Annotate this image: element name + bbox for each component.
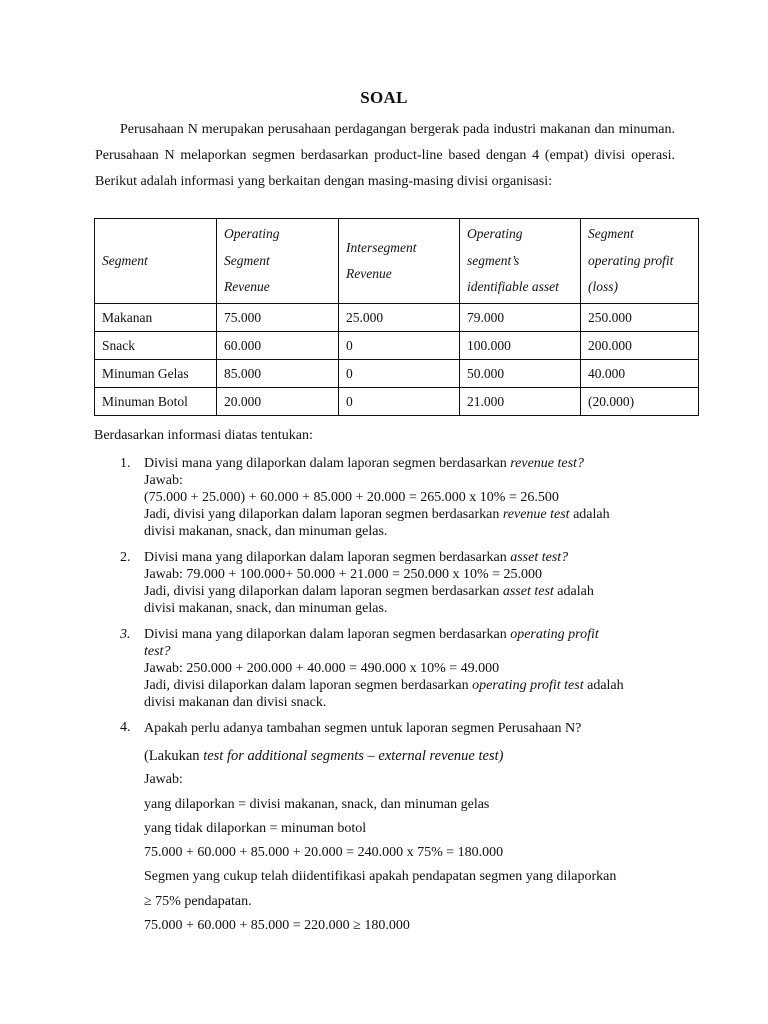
instruction-lead: Berdasarkan informasi diatas tentukan: <box>94 428 313 443</box>
answer-conclusion: Jadi, divisi yang dilaporkan dalam laporan segmen berdasarkan revenue test adalah <box>144 507 610 522</box>
answer-conclusion: Jadi, divisi dilaporkan dalam laporan segmen berdasarkan operating profit test adalah <box>144 678 624 693</box>
cell-assets: 21.000 <box>460 388 581 416</box>
question-1 <box>94 455 694 540</box>
question-hint: (Lakukan test for additional segments – external revenue test) <box>144 748 504 764</box>
cell-intersegment: 0 <box>339 332 460 360</box>
answer-result: 75.000 + 60.000 + 85.000 = 220.000 ≥ 180.000 <box>144 918 410 934</box>
question-text-cont: test? <box>144 644 171 659</box>
question-text: Divisi mana yang dilaporkan dalam laporan segmen berdasarkan asset test? <box>144 550 569 565</box>
table-row <box>95 332 699 360</box>
question-text: Divisi mana yang dilaporkan dalam laporan segmen berdasarkan operating profit <box>144 627 599 642</box>
question-number: 3. <box>120 627 131 642</box>
page-title: SOAL <box>360 88 408 107</box>
table-row <box>95 360 699 388</box>
header-intersegment-revenue: Intersegment Revenue <box>339 219 460 304</box>
question-text: Divisi mana yang dilaporkan dalam laporan segmen berdasarkan revenue test? <box>144 456 584 471</box>
header-segment: Segment <box>95 219 217 304</box>
answer-not-reported: yang tidak dilaporkan = minuman botol <box>144 820 367 836</box>
header-operating-profit: Segment operating profit (loss) <box>581 219 699 304</box>
question-number: 4. <box>120 720 131 735</box>
cell-segment: Minuman Botol <box>95 388 217 416</box>
cell-assets: 50.000 <box>460 360 581 388</box>
answer-reported: yang dilaporkan = divisi makanan, snack, dan minuman gelas <box>144 796 490 812</box>
answer-calculation: (75.000 + 25.000) + 60.000 + 85.000 + 20.000 = 265.000 x 10% = 26.500 <box>144 490 559 505</box>
cell-intersegment: 0 <box>339 360 460 388</box>
answer-conclusion-cont: divisi makanan, snack, dan minuman gelas. <box>144 601 388 616</box>
cell-segment: Snack <box>95 332 217 360</box>
table-header-row <box>95 219 699 304</box>
answer-calculation: Jawab: 79.000 + 100.000+ 50.000 + 21.000 = 250.000 x 10% = 25.000 <box>144 567 543 582</box>
answer-conclusion-cont: divisi makanan dan divisi snack. <box>144 695 327 710</box>
cell-segment: Minuman Gelas <box>95 360 217 388</box>
cell-segment: Makanan <box>95 304 217 332</box>
segment-table <box>94 218 699 416</box>
answer-note: Segmen yang cukup telah diidentifikasi apakah pendapatan segmen yang dilaporkan <box>144 869 617 885</box>
answer-calculation: Jawab: 250.000 + 200.000 + 40.000 = 490.000 x 10% = 49.000 <box>144 661 500 676</box>
table-row <box>95 388 699 416</box>
question-3 <box>94 626 694 711</box>
question-number: 1. <box>120 456 131 471</box>
cell-profit: 250.000 <box>581 304 699 332</box>
question-list <box>94 455 694 938</box>
cell-operating-revenue: 85.000 <box>217 360 339 388</box>
cell-operating-revenue: 60.000 <box>217 332 339 360</box>
answer-calculation: 75.000 + 60.000 + 85.000 + 20.000 = 240.000 x 75% = 180.000 <box>144 845 504 861</box>
cell-profit: (20.000) <box>581 388 699 416</box>
cell-profit: 200.000 <box>581 332 699 360</box>
question-text: Apakah perlu adanya tambahan segmen untuk laporan segmen Perusahaan N? <box>144 721 582 736</box>
question-number: 2. <box>120 550 131 565</box>
intro-paragraph: Perusahaan N merupakan perusahaan perdagangan bergerak pada industri makanan dan minuman. Perusahaan N melaporkan segmen berdasarkan product-line based dengan 4 (empat) divisi operasi. Berikut adalah informasi yang berkaitan dengan masing-masing divisi organisasi: <box>95 122 675 189</box>
question-4 <box>94 720 694 938</box>
header-operating-revenue: Operating Segment Revenue <box>217 219 339 304</box>
cell-operating-revenue: 20.000 <box>217 388 339 416</box>
cell-assets: 100.000 <box>460 332 581 360</box>
answer-note-cont: ≥ 75% pendapatan. <box>144 893 252 909</box>
header-identifiable-asset: Operating segment’s identifiable asset <box>460 219 581 304</box>
cell-profit: 40.000 <box>581 360 699 388</box>
answer-label: Jawab: <box>144 473 183 488</box>
answer-conclusion-cont: divisi makanan, snack, dan minuman gelas. <box>144 524 388 539</box>
table-row <box>95 304 699 332</box>
answer-conclusion: Jadi, divisi yang dilaporkan dalam laporan segmen berdasarkan asset test adalah <box>144 584 594 599</box>
cell-operating-revenue: 75.000 <box>217 304 339 332</box>
question-2 <box>94 549 694 617</box>
answer-label: Jawab: <box>144 772 183 788</box>
cell-assets: 79.000 <box>460 304 581 332</box>
cell-intersegment: 25.000 <box>339 304 460 332</box>
cell-intersegment: 0 <box>339 388 460 416</box>
